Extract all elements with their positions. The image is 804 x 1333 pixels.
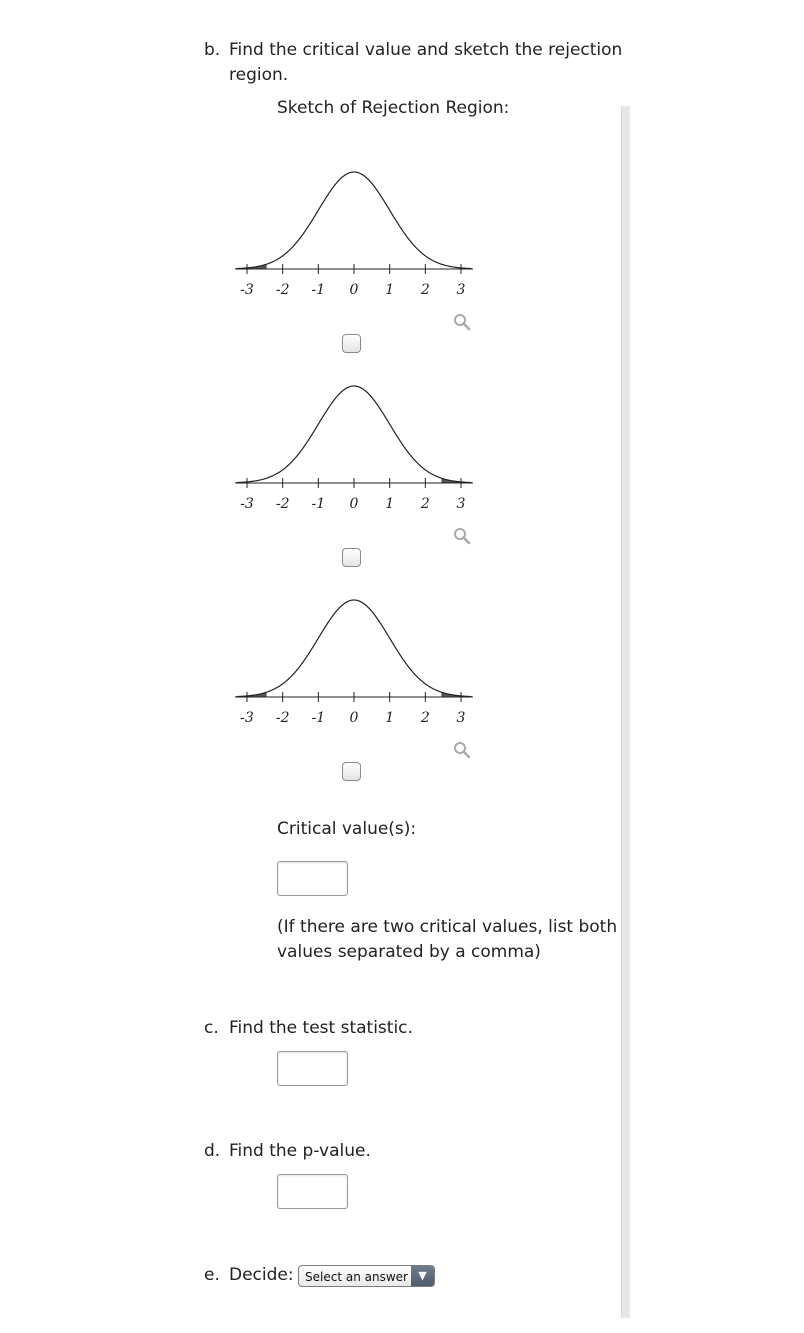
x-tick-label: -3 bbox=[240, 282, 254, 298]
x-tick-label: 3 bbox=[456, 496, 466, 512]
normal-curve bbox=[236, 600, 471, 697]
sketch-title: Sketch of Rejection Region: bbox=[277, 98, 510, 118]
critical-hint-line2: values separated by a comma) bbox=[277, 942, 541, 962]
x-tick-label: 1 bbox=[385, 710, 395, 726]
x-tick-label: -1 bbox=[311, 282, 326, 298]
zoom-magnifier-icon[interactable] bbox=[452, 740, 472, 760]
x-tick-label: 0 bbox=[349, 710, 359, 726]
x-axis bbox=[235, 264, 473, 274]
x-tick-labels bbox=[240, 282, 465, 298]
critical-value-label: Critical value(s): bbox=[277, 819, 417, 839]
x-tick-label: -1 bbox=[311, 496, 326, 512]
x-tick-label: 2 bbox=[420, 710, 430, 726]
part-c-label: c. bbox=[204, 1018, 219, 1038]
x-tick-label: -3 bbox=[240, 710, 254, 726]
test-statistic-input[interactable] bbox=[277, 1051, 348, 1086]
part-e-question: Decide: bbox=[229, 1265, 294, 1285]
normal-curve bbox=[236, 386, 471, 483]
x-tick-label: 0 bbox=[349, 282, 359, 298]
part-d-label: d. bbox=[204, 1141, 221, 1161]
rejection-graph-left bbox=[233, 160, 475, 300]
x-tick-label: -2 bbox=[275, 710, 290, 726]
x-tick-label: -1 bbox=[311, 710, 326, 726]
normal-curve bbox=[236, 172, 471, 269]
critical-hint-line1: (If there are two critical values, list both bbox=[277, 917, 618, 937]
graph-option-checkbox-1[interactable] bbox=[342, 334, 361, 353]
decision-select[interactable] bbox=[298, 1265, 435, 1287]
x-tick-label: -2 bbox=[275, 496, 290, 512]
triangle-down-icon[interactable]: ▼ bbox=[411, 1266, 434, 1286]
graph-svg-right bbox=[233, 374, 475, 514]
x-tick-label: 0 bbox=[349, 496, 359, 512]
x-tick-label: 2 bbox=[420, 282, 430, 298]
scrollbar-track[interactable] bbox=[621, 106, 630, 1318]
zoom-magnifier-icon[interactable] bbox=[452, 526, 472, 546]
part-e-label: e. bbox=[204, 1265, 220, 1285]
p-value-input[interactable] bbox=[277, 1174, 348, 1209]
x-tick-labels bbox=[240, 710, 465, 726]
x-tick-label: 1 bbox=[385, 496, 395, 512]
x-tick-label: -2 bbox=[275, 282, 290, 298]
x-axis bbox=[235, 692, 473, 702]
rejection-graph-two-tailed bbox=[233, 588, 475, 728]
x-tick-label: 3 bbox=[456, 710, 466, 726]
x-tick-label: -3 bbox=[240, 496, 254, 512]
graph-svg-two bbox=[233, 588, 475, 728]
part-b-question-line2: region. bbox=[229, 65, 289, 85]
graph-option-checkbox-2[interactable] bbox=[342, 548, 361, 567]
part-d-question: Find the p-value. bbox=[229, 1141, 371, 1161]
zoom-magnifier-icon[interactable] bbox=[452, 312, 472, 332]
part-b-label: b. bbox=[204, 40, 221, 60]
graph-svg-left bbox=[233, 160, 475, 300]
x-tick-label: 3 bbox=[456, 282, 466, 298]
decision-select-value: Select an answer bbox=[305, 1270, 408, 1284]
part-b-question-line1: Find the critical value and sketch the rejection bbox=[229, 40, 623, 60]
x-tick-label: 1 bbox=[385, 282, 395, 298]
x-tick-labels bbox=[240, 496, 465, 512]
x-axis bbox=[235, 478, 473, 488]
critical-value-input[interactable] bbox=[277, 861, 348, 896]
x-tick-label: 2 bbox=[420, 496, 430, 512]
part-c-question: Find the test statistic. bbox=[229, 1018, 413, 1038]
graph-option-checkbox-3[interactable] bbox=[342, 762, 361, 781]
rejection-graph-right bbox=[233, 374, 475, 514]
